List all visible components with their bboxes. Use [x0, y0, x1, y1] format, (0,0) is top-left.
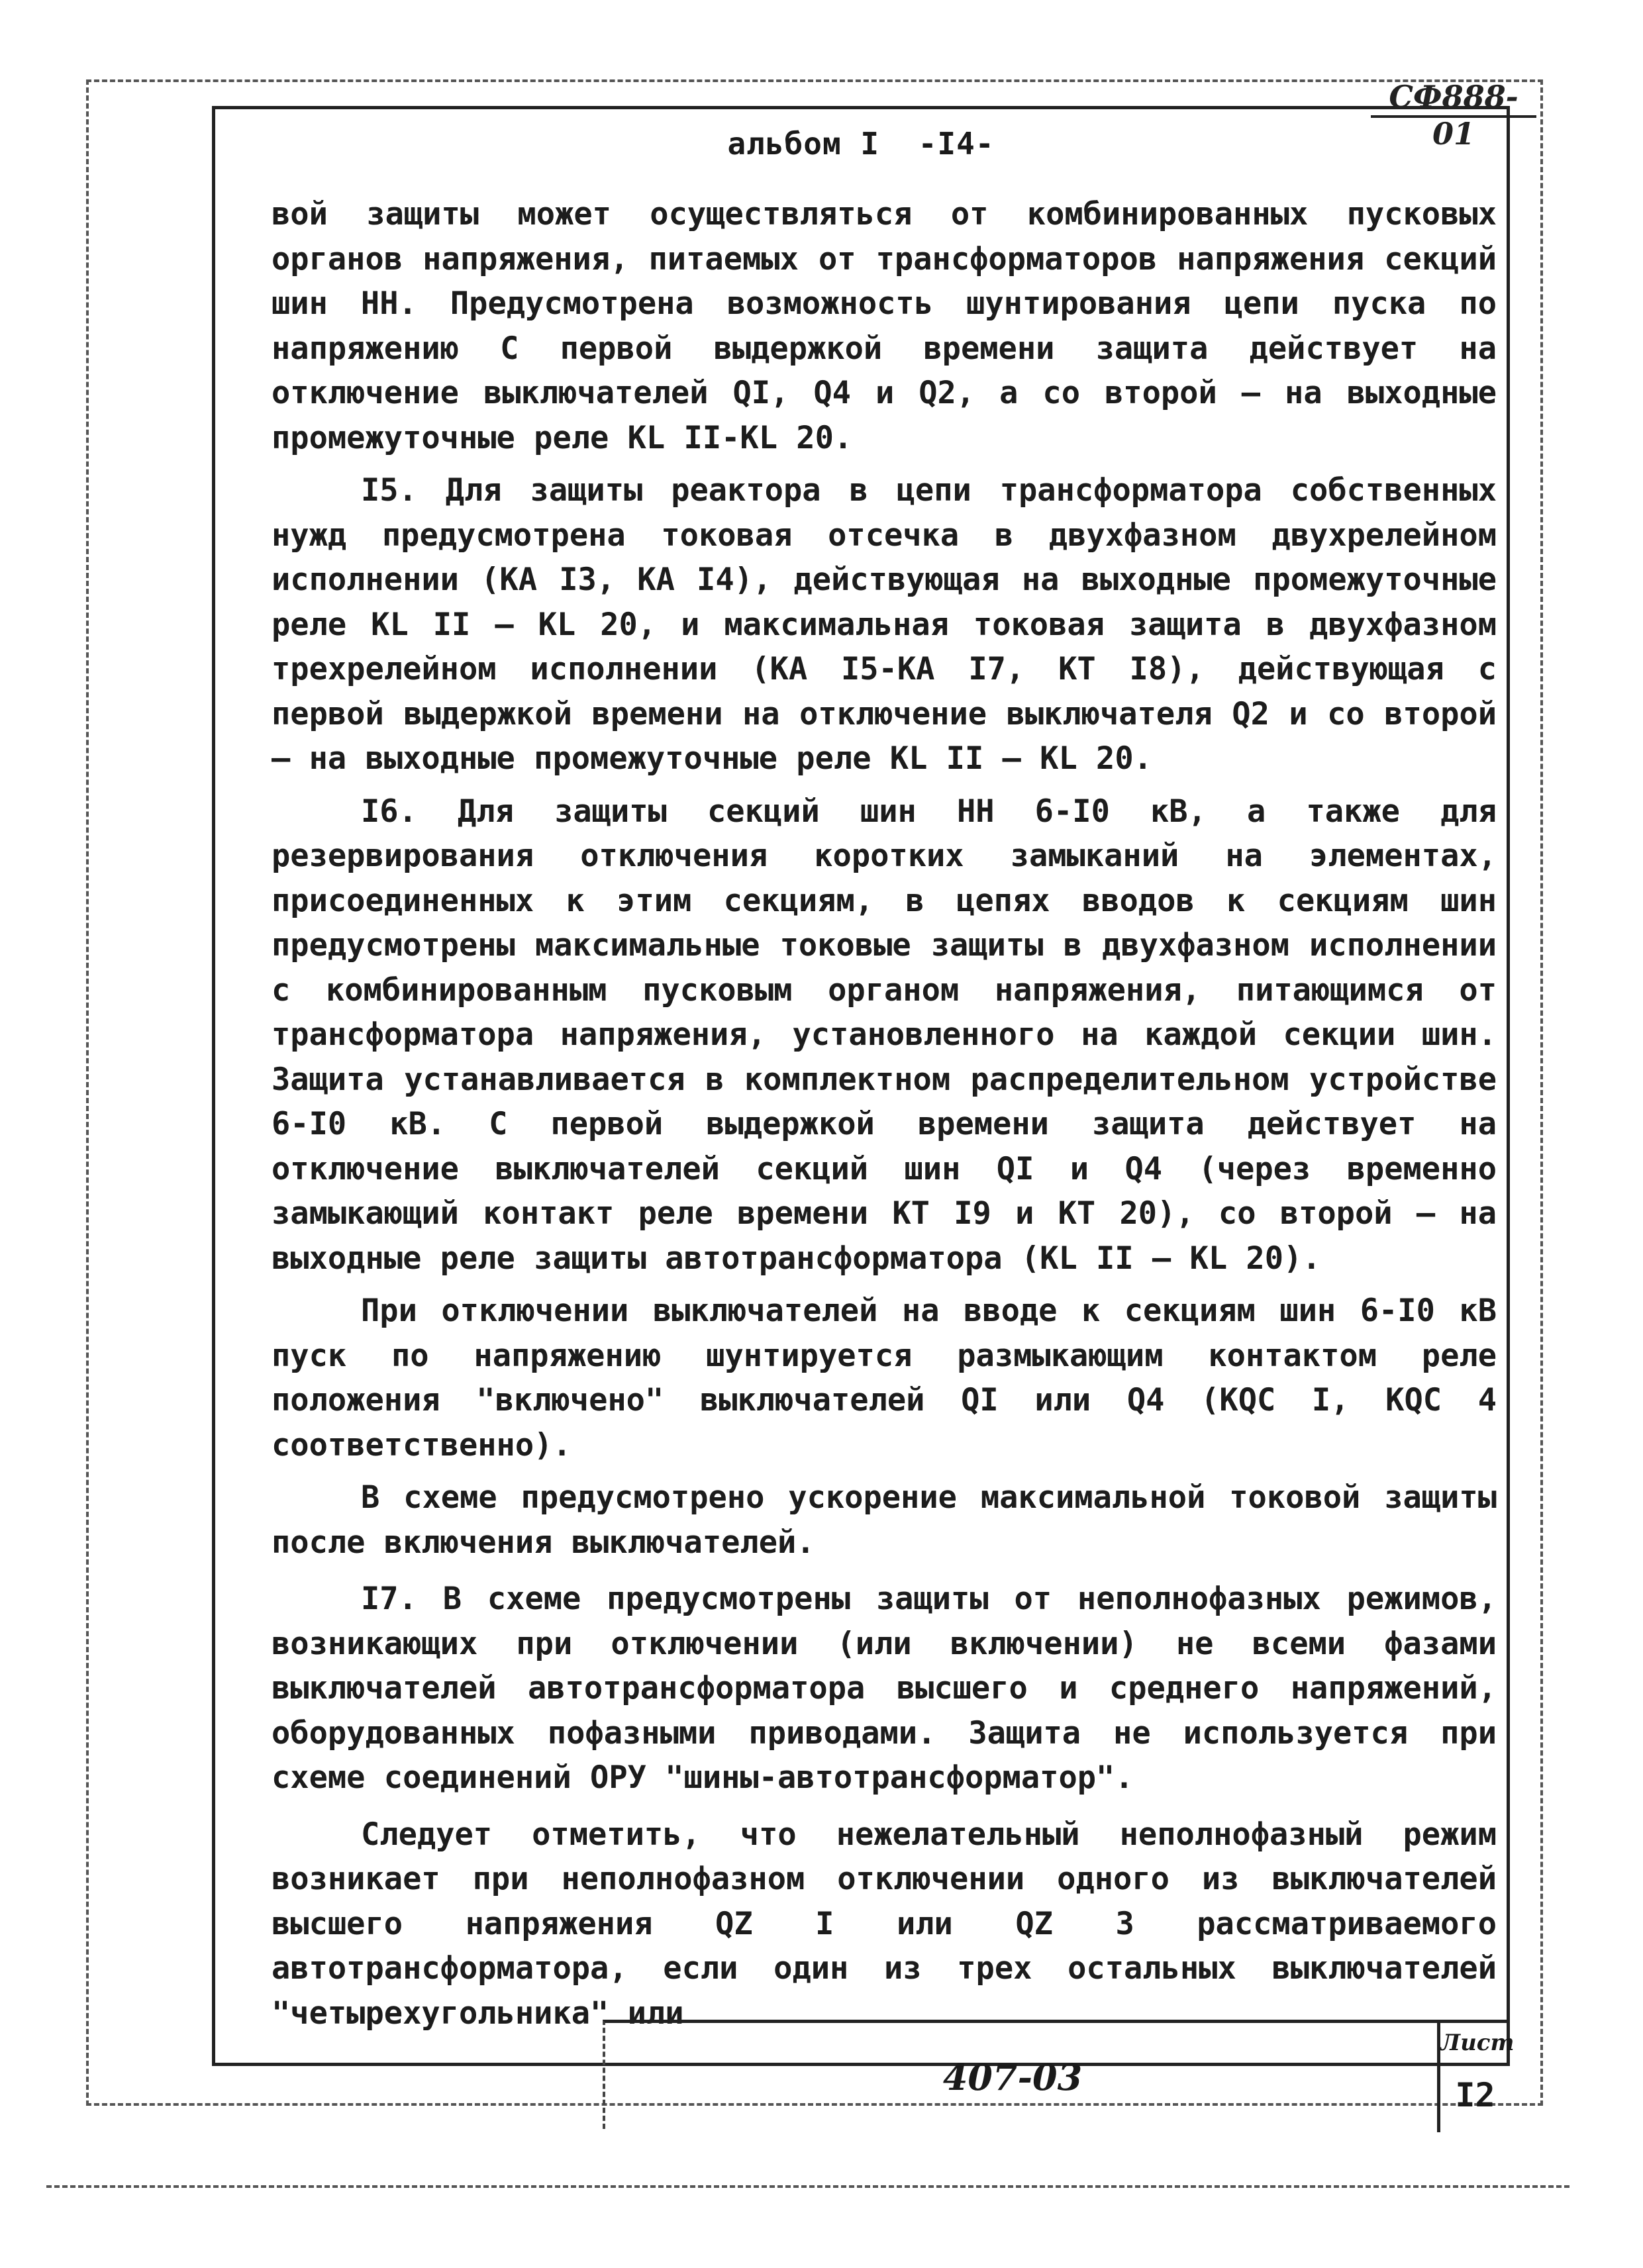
- paragraph-acceleration: В схеме предусмотрено ускорение максимальной токовой защиты после включения выключателей.: [272, 1479, 1497, 1561]
- bottom-dashed-line: [46, 2185, 1569, 2188]
- sheet-cell: [1437, 2023, 1515, 2132]
- sheet-number: I2: [1455, 2076, 1495, 2114]
- body-text: [272, 192, 1497, 2032]
- paragraph-note: Следует отметить, что нежелательный неполнофазный режим возникает при неполнофазном отключении одного из выключателей высшего напряжения QZ I или QZ 3 рассматриваемого автотрансформатора, если один из трех остальных выключателей "четырехугольника" или: [272, 1816, 1497, 2032]
- title-block: [603, 2020, 1515, 2129]
- paragraph-item-17: I7. В схеме предусмотрены защиты от неполнофазных режимов, возникающих при отключении (или включении) не всеми фазами выключателей автотрансформатора высшего и среднего напряжений, оборудованных пофазными приводами. Защита не используется при схеме соединений ОРУ "шины-автотрансформатор".: [272, 1581, 1497, 1796]
- document-code: СФ888-01: [1371, 78, 1536, 118]
- paragraph-item-16: I6. Для защиты секций шин НН 6-I0 кВ, а также для резервирования отключения коротких замыканий на элементах, присоединенных к этим секциям, в цепях вводов к секциям шин предусмотрены максимальные токовые защиты в двухфазном исполнении с комбинированным пусковым органом напряжения, питающимся от трансформатора напряжения, установленного на каждой секции шин. Защита устанавливается в комплектном распределительном устройстве 6-I0 кВ. С первой выдержкой времени защита действует на отключение выключателей секций шин QI и Q4 (через временно замыкающий контакт реле времени КТ I9 и КТ 20), со второй – на выходные реле защиты автотрансформатора (KL II – KL 20).: [272, 793, 1497, 1277]
- paragraph-item-15: I5. Для защиты реактора в цепи трансформатора собственных нужд предусмотрена токовая отсечка в двухфазном двухрелейном исполнении (КА I3, КА I4), действующая на выходные промежуточные реле KL II – KL 20, и максимальная токовая защита в двухфазном трехрелейном исполнении (КА I5-КА I7, КТ I8), действующая с первой выдержкой времени на отключение выключателя Q2 и со второй – на выходные промежуточные реле KL II – KL 20.: [272, 472, 1497, 777]
- paragraph-continuation: вой защиты может осуществляться от комбинированных пусковых органов напряжения, питаемых от трансформаторов напряжения секций шин НН. Предусмотрена возможность шунтирования цепи пуска по напряжению С первой выдержкой времени защита действует на отключение выключателей QI, Q4 и Q2, а со второй – на выходные промежуточные реле KL II-KL 20.: [272, 196, 1497, 456]
- drawing-code: 407-03: [942, 2056, 1083, 2098]
- page-header: [212, 126, 1510, 162]
- page-number: -I4-: [918, 126, 995, 162]
- album-label: альбом I: [727, 126, 880, 162]
- sheet-label: Лист: [1440, 2023, 1510, 2065]
- paragraph-shunting: При отключении выключателей на вводе к секциям шин 6-I0 кВ пуск по напряжению шунтируется размыкающим контактом реле положения "включено" выключателей QI или Q4 (КQС I, КQС 4 соответственно).: [272, 1293, 1497, 1463]
